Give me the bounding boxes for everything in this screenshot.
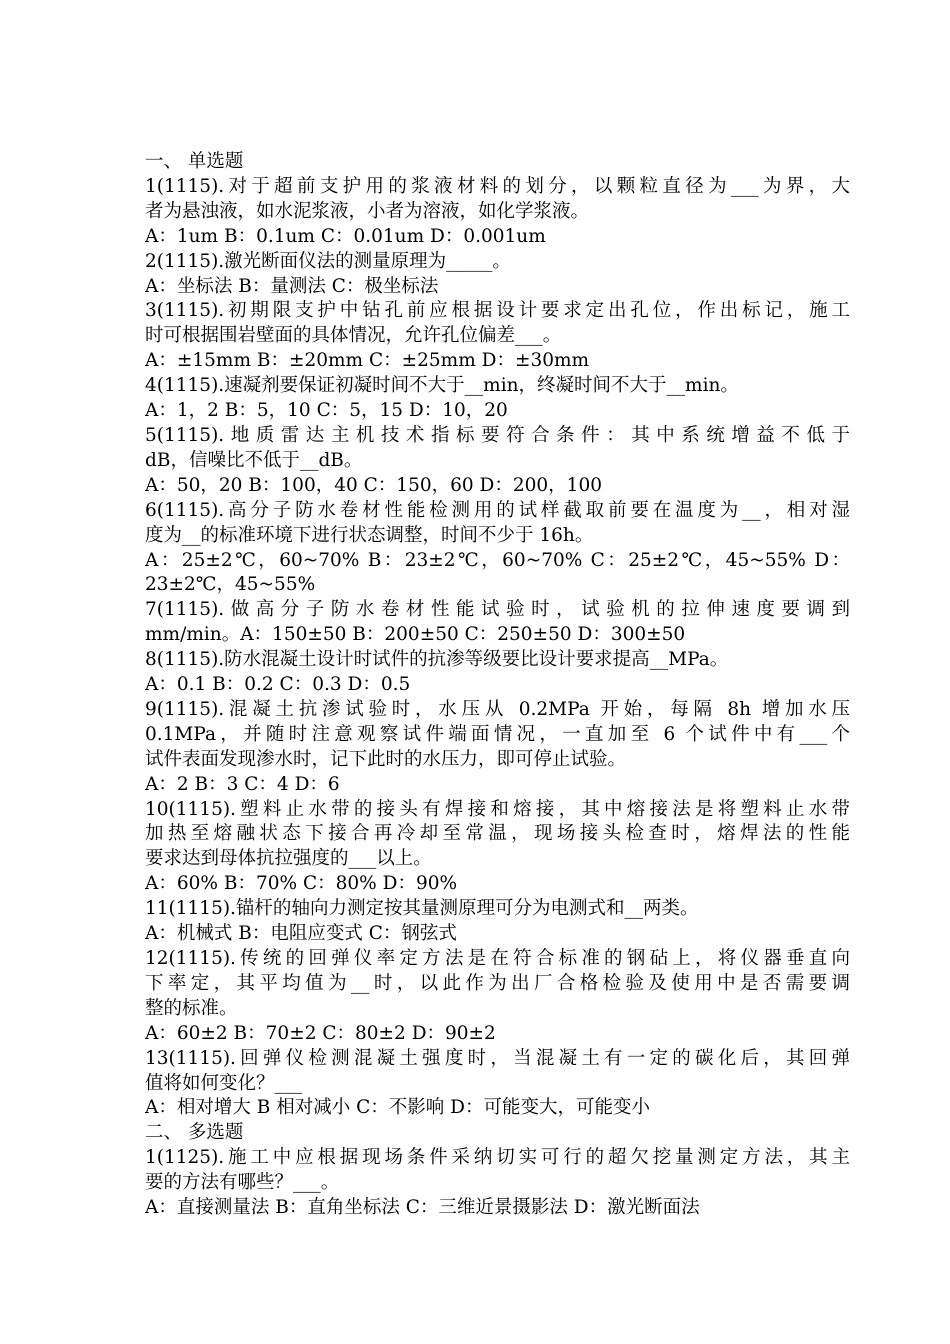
answer-options: A：直接测量法 B：直角坐标法 C：三维近景摄影法 D：激光断面法 bbox=[145, 1197, 700, 1219]
question-text: 3(1115).初期限支护中钻孔前应根据设计要求定出孔位，作出标记，施工 bbox=[145, 300, 850, 322]
answer-options: A：0.1 B：0.2 C：0.3 D：0.5 bbox=[145, 674, 411, 696]
question-text: 值将如何变化？___ bbox=[145, 1072, 303, 1094]
question-text: 2(1115).激光断面仪法的测量原理为_____。 bbox=[145, 250, 511, 272]
question-text: 要求达到母体抗拉强度的___以上。 bbox=[145, 848, 432, 870]
answer-options: A：机械式 B：电阻应变式 C：钢弦式 bbox=[145, 923, 457, 945]
answer-options: mm/min。A：150±50 B：200±50 C：250±50 D：300±50 bbox=[145, 624, 686, 646]
question-text: 加热至熔融状态下接合再冷却至常温，现场接头检查时，熔焊法的性能 bbox=[145, 823, 850, 845]
question-text: 10(1115).塑料止水带的接头有焊接和熔接，其中熔接法是将塑料止水带 bbox=[145, 798, 850, 820]
question-text: 5(1115).地质雷达主机技术指标要符合条件：其中系统增益不低于 bbox=[145, 424, 850, 446]
document-body bbox=[145, 150, 850, 1221]
answer-options: A：相对增大 B 相对减小 C：不影响 D：可能变大，可能变小 bbox=[145, 1097, 650, 1119]
question-text: 度为__的标准环境下进行状态调整，时间不少于 16h。 bbox=[145, 524, 594, 546]
answer-options: A：1um B：0.1um C：0.01um D：0.001um bbox=[145, 225, 546, 247]
answer-options: 23±2℃，45~55% bbox=[145, 574, 316, 596]
section-heading: 一、 单选题 bbox=[145, 151, 244, 172]
answer-options: A：60% B：70% C：80% D：90% bbox=[145, 873, 458, 895]
answer-options: A：25±2℃，60~70% B：23±2℃，60~70% C：25±2℃，45~55% D： bbox=[145, 549, 850, 571]
question-text: 9(1115).混凝土抗渗试验时，水压从 0.2MPa 开始，每隔 8h 增加水压 bbox=[145, 698, 850, 720]
question-text: 11(1115).锚杆的轴向力测定按其量测原理可分为电测式和__两类。 bbox=[145, 898, 699, 920]
question-text: 下率定，其平均值为__时，以此作为出厂合格检验及使用中是否需要调 bbox=[145, 972, 850, 994]
question-text: 时可根据围岩壁面的具体情况，允许孔位偏差___。 bbox=[145, 325, 562, 347]
question-text: 1(1125).施工中应根据现场条件采纳切实可行的超欠挖量测定方法，其主 bbox=[145, 1147, 850, 1169]
question-text: 8(1115).防水混凝土设计时试件的抗渗等级要比设计要求提高__MPa。 bbox=[145, 649, 729, 671]
answer-options: A：坐标法 B：量测法 C：极坐标法 bbox=[145, 275, 439, 297]
question-text: dB，信噪比不低于__dB。 bbox=[145, 449, 363, 471]
question-text: 12(1115).传统的回弹仪率定方法是在符合标准的钢砧上，将仪器垂直向 bbox=[145, 948, 850, 969]
section-heading: 二、 多选题 bbox=[145, 1122, 244, 1144]
question-text: 7(1115).做高分子防水卷材性能试验时，试验机的拉伸速度要调到 bbox=[145, 599, 850, 621]
answer-options: A：60±2 B：70±2 C：80±2 D：90±2 bbox=[145, 1022, 496, 1044]
question-text: 0.1MPa，并随时注意观察试件端面情况，一直加至 6 个试件中有___个 bbox=[145, 723, 850, 745]
answer-options: A：1，2 B：5，10 C：5，15 D：10，20 bbox=[145, 400, 508, 422]
question-text: 1(1115).对于超前支护用的浆液材料的划分，以颗粒直径为___为界，大 bbox=[145, 175, 850, 197]
question-text: 试件表面发现渗水时，记下此时的水压力，即可停止试验。 bbox=[145, 748, 627, 770]
question-text: 6(1115).高分子防水卷材性能检测用的试样截取前要在温度为__，相对湿 bbox=[145, 499, 850, 521]
question-text: 要的方法有哪些？___。 bbox=[145, 1172, 340, 1194]
question-text: 4(1115).速凝剂要保证初凝时间不大于__min，终凝时间不大于__min。 bbox=[145, 375, 739, 397]
answer-options: A：±15mm B：±20mm C：±25mm D：±30mm bbox=[145, 350, 590, 372]
answer-options: A：50，20 B：100，40 C：150，60 D：200，100 bbox=[145, 474, 602, 496]
question-text: 整的标准。 bbox=[145, 997, 238, 1019]
answer-options: A：2 B：3 C：4 D：6 bbox=[145, 773, 340, 795]
question-text: 者为悬浊液，如水泥浆液，小者为溶液，如化学浆液。 bbox=[145, 200, 590, 222]
question-text: 13(1115).回弹仪检测混凝土强度时，当混凝土有一定的碳化后，其回弹 bbox=[145, 1047, 850, 1069]
